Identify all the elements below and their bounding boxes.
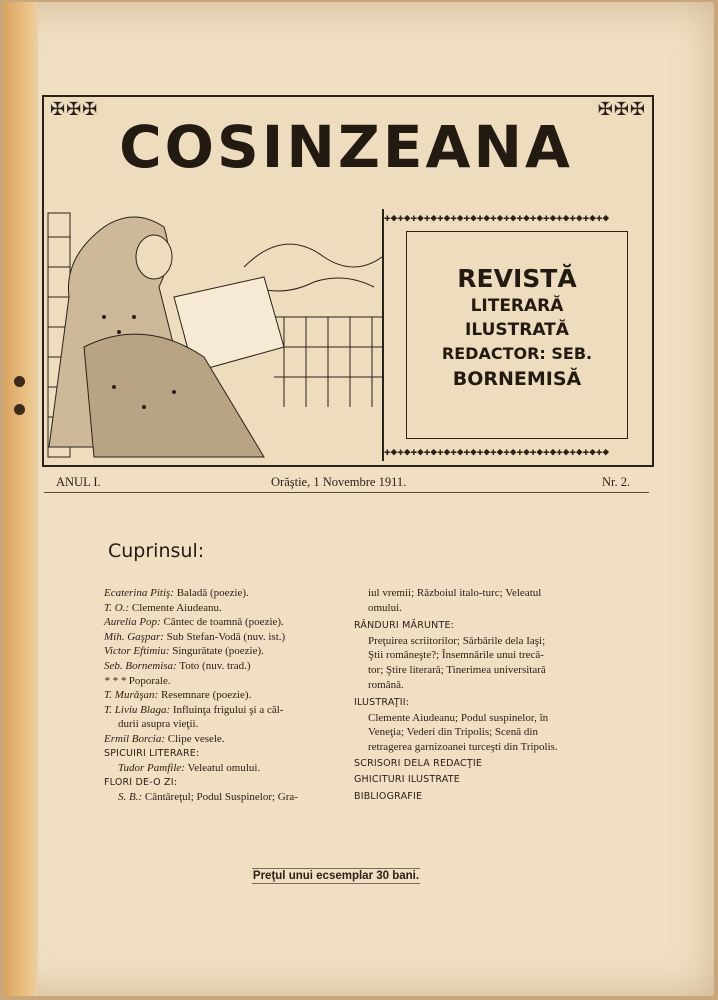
section-label: FLORI DE-O ZI:: [104, 776, 178, 788]
section-label: SCRISORI DELA REDACŢIE: [354, 757, 483, 769]
price-note: Preţul unui ecsemplar 30 bani.: [252, 870, 420, 882]
list-item: durii asupra vieţii.: [118, 718, 199, 731]
woman-reading-illustration: [44, 207, 382, 463]
issue-number: Nr. 2.: [602, 475, 631, 489]
section-label: GHICITURI ILUSTRATE: [354, 774, 460, 786]
contents-right-column: [354, 586, 594, 804]
list-item: T. O.: Clemente Aiudeanu.: [104, 601, 222, 614]
magazine-title: COSINZEANA: [119, 113, 573, 181]
list-item: retragerea garnizoanei turceşti din Tripolis.: [368, 740, 558, 753]
list-item: Tudor Pamfile: Veleatul omului.: [118, 762, 261, 775]
list-item: omului.: [368, 601, 402, 614]
list-item: iul vremii; Războiul italo-turc; Veleatul: [368, 587, 542, 599]
list-item: * * * Poporale.: [104, 674, 171, 687]
subtitle-revista: REVISTĂ: [457, 264, 577, 293]
volume-label: ANUL I.: [56, 475, 101, 489]
list-item: Seb. Bornemisa: Toto (nuv. trad.): [104, 659, 251, 672]
list-item: T. Liviu Blaga: Influinţa frigului şi a căl-: [104, 703, 284, 716]
list-item: Victor Eftimiu: Singurătate (poezie).: [104, 645, 264, 658]
section-label: ILUSTRAŢII:: [354, 697, 410, 709]
contents-left-column: [104, 586, 344, 805]
list-item: Mih. Gaşpar: Sub Stefan-Vodă (nuv. ist.): [104, 630, 286, 643]
section-label: RÂNDURI MĂRUNTE:: [354, 620, 455, 632]
binding-hole: [14, 404, 25, 415]
list-item: Ecaterina Pitiş: Baladă (poezie).: [104, 587, 249, 599]
place-date: Orăştie, 1 Novembre 1911.: [271, 475, 407, 489]
contents-heading: Cuprinsul:: [108, 540, 205, 562]
list-item: Aurelia Pop: Cântec de toamnă (poezie).: [104, 616, 284, 629]
list-item: tor; Ştire literară; Tinerimea universitară: [368, 663, 546, 676]
list-item: Clemente Aiudeanu; Podul suspinelor, în: [368, 711, 549, 724]
binding-spine: [4, 2, 38, 996]
divider: [44, 492, 649, 493]
folk-ornament-icon: ✠✠✠: [50, 99, 99, 119]
list-item: S. B.: Cântăreţul; Podul Suspinelor; Gra-: [118, 791, 298, 804]
section-label: SPICUIRI LITERARE:: [104, 747, 200, 759]
list-item: Ermil Borcia: Clipe vesele.: [104, 732, 225, 745]
subtitle-ilustrata: ILUSTRATĂ: [465, 320, 569, 340]
list-item: T. Murăşan: Resemnare (poezie).: [104, 689, 252, 702]
magazine-cover: [4, 2, 714, 996]
subtitle-literara: LITERARĂ: [470, 296, 564, 316]
list-item: română.: [368, 678, 404, 691]
subtitle-box: [406, 231, 628, 439]
subtitle-editor-name: BORNEMISĂ: [452, 368, 582, 390]
ornament-border-icon: ✚◆✚◆✚◆✚◆✚◆✚◆✚◆✚◆✚◆✚◆✚◆✚◆✚◆✚◆✚◆✚◆✚◆: [384, 211, 610, 224]
masthead: [42, 95, 654, 467]
list-item: Preţuirea scriitorilor; Sărbările dela Iaşi;: [368, 634, 546, 647]
section-label: BIBLIOGRAFIE: [354, 790, 423, 802]
ornament-border-icon: ✚◆✚◆✚◆✚◆✚◆✚◆✚◆✚◆✚◆✚◆✚◆✚◆✚◆✚◆✚◆✚◆✚◆: [384, 445, 610, 458]
subtitle-redactor: REDACTOR: SEB.: [441, 344, 593, 363]
list-item: Veneţia; Vederi din Tripolis; Scenă din: [368, 726, 538, 739]
folk-ornament-icon: ✠✠✠: [597, 99, 646, 119]
subtitle-panel: [382, 209, 650, 461]
binding-hole: [14, 376, 25, 387]
list-item: Ştii româneşte?; Însemnările unui trecă-: [368, 649, 544, 662]
